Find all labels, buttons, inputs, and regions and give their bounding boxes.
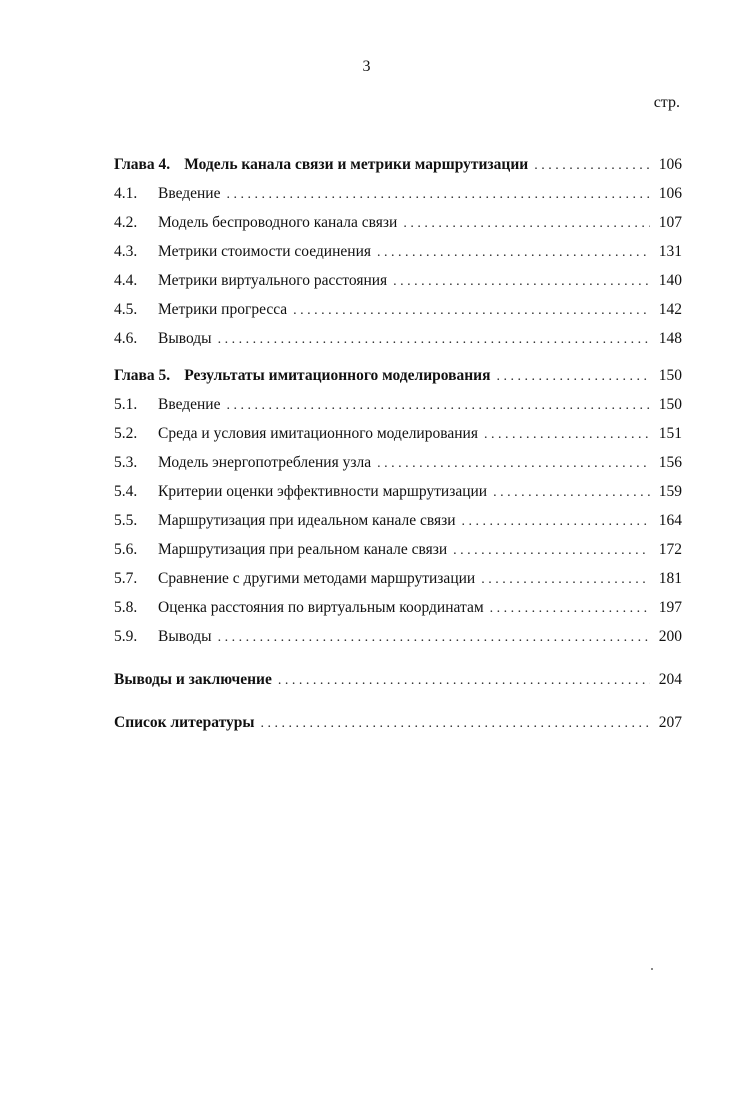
chapter-number: Глава 4. — [114, 156, 171, 173]
section-title: Введение — [158, 185, 221, 202]
page-ref: 172 — [658, 541, 682, 558]
page-ref: 148 — [658, 330, 682, 347]
page-ref: 204 — [658, 671, 682, 688]
page-ref: 107 — [658, 214, 682, 231]
toc-section-4-3 — [114, 237, 682, 266]
section-number: 5.1. — [114, 396, 138, 413]
toc-section-4-4 — [114, 266, 682, 295]
toc-section-4-1 — [114, 179, 682, 208]
dot-leader — [462, 507, 650, 536]
dot-leader — [490, 594, 650, 623]
dot-leader — [226, 180, 650, 209]
section-number: 4.6. — [114, 330, 138, 347]
dot-leader — [493, 478, 650, 507]
page-ref: 140 — [658, 272, 682, 289]
dot-leader — [226, 391, 650, 420]
page-ref: 159 — [658, 483, 682, 500]
section-title: Маршрутизация при реальном канале связи — [158, 541, 448, 558]
page-ref: 200 — [658, 628, 682, 645]
toc-chapter-4 — [114, 150, 682, 179]
toc-section-4-2 — [114, 208, 682, 237]
dot-leader — [481, 565, 650, 594]
toc-section-5-2 — [114, 419, 682, 448]
section-number: 5.4. — [114, 483, 138, 500]
section-title: Среда и условия имитационного моделирования — [158, 425, 478, 442]
section-number: 4.5. — [114, 301, 138, 318]
section-title: Выводы — [158, 628, 212, 645]
toc-section-5-9 — [114, 622, 682, 651]
page-column-label: стр. — [653, 94, 680, 111]
page-ref: 151 — [658, 425, 682, 442]
section-title: Метрики прогресса — [158, 301, 288, 318]
dot-leader — [218, 325, 650, 354]
section-title: Метрики виртуального расстояния — [158, 272, 388, 289]
conclusions-title: Выводы и заключение — [114, 671, 272, 688]
section-number: 5.3. — [114, 454, 138, 471]
page-ref: 207 — [658, 714, 682, 731]
dot-leader — [403, 209, 650, 238]
section-number: 5.8. — [114, 599, 138, 616]
chapter-number: Глава 5. — [114, 367, 171, 384]
references-title: Список литературы — [114, 714, 255, 731]
dot-leader — [218, 623, 650, 652]
toc-section-4-5 — [114, 295, 682, 324]
page-number: 3 — [362, 58, 371, 75]
toc-section-5-5 — [114, 506, 682, 535]
section-title: Маршрутизация при идеальном канале связи — [158, 512, 456, 529]
page-ref: 131 — [658, 243, 682, 260]
section-number: 5.7. — [114, 570, 138, 587]
dot-leader — [453, 536, 650, 565]
page-ref: 164 — [658, 512, 682, 529]
section-number: 4.1. — [114, 185, 138, 202]
section-number: 4.4. — [114, 272, 138, 289]
toc-chapter-5 — [114, 361, 682, 390]
dot-leader — [278, 666, 650, 695]
dot-leader — [377, 449, 650, 478]
section-title: Модель беспроводного канала связи — [158, 214, 398, 231]
scan-speck — [651, 968, 653, 970]
toc-section-5-8 — [114, 593, 682, 622]
toc-section-5-1 — [114, 390, 682, 419]
toc-conclusions — [114, 665, 682, 694]
page-ref: 106 — [658, 156, 682, 173]
dot-leader — [260, 709, 650, 738]
section-number: 5.9. — [114, 628, 138, 645]
page-ref: 142 — [658, 301, 682, 318]
dot-leader — [393, 267, 650, 296]
toc-section-5-7 — [114, 564, 682, 593]
dot-leader — [377, 238, 650, 267]
table-of-contents — [114, 150, 682, 737]
page-ref: 197 — [658, 599, 682, 616]
page-ref: 150 — [658, 367, 682, 384]
section-number: 4.3. — [114, 243, 138, 260]
page-ref: 181 — [658, 570, 682, 587]
dot-leader — [534, 151, 650, 180]
section-number: 5.5. — [114, 512, 138, 529]
page-ref: 150 — [658, 396, 682, 413]
dot-leader — [293, 296, 650, 325]
dot-leader — [496, 362, 650, 391]
section-title: Введение — [158, 396, 221, 413]
toc-section-5-3 — [114, 448, 682, 477]
toc-section-5-6 — [114, 535, 682, 564]
chapter-title: Результаты имитационного моделирования — [184, 367, 491, 384]
section-title: Модель энергопотребления узла — [158, 454, 372, 471]
page-ref: 156 — [658, 454, 682, 471]
toc-references — [114, 708, 682, 737]
toc-section-4-6 — [114, 324, 682, 353]
section-number: 4.2. — [114, 214, 138, 231]
section-title: Оценка расстояния по виртуальным координатам — [158, 599, 484, 616]
section-title: Критерии оценки эффективности маршрутизации — [158, 483, 488, 500]
page-ref: 106 — [658, 185, 682, 202]
section-title: Метрики стоимости соединения — [158, 243, 371, 260]
dot-leader — [484, 420, 650, 449]
toc-section-5-4 — [114, 477, 682, 506]
section-title: Сравнение с другими методами маршрутизации — [158, 570, 476, 587]
chapter-title: Модель канала связи и метрики маршрутизации — [184, 156, 529, 173]
section-title: Выводы — [158, 330, 212, 347]
section-number: 5.2. — [114, 425, 138, 442]
section-number: 5.6. — [114, 541, 138, 558]
